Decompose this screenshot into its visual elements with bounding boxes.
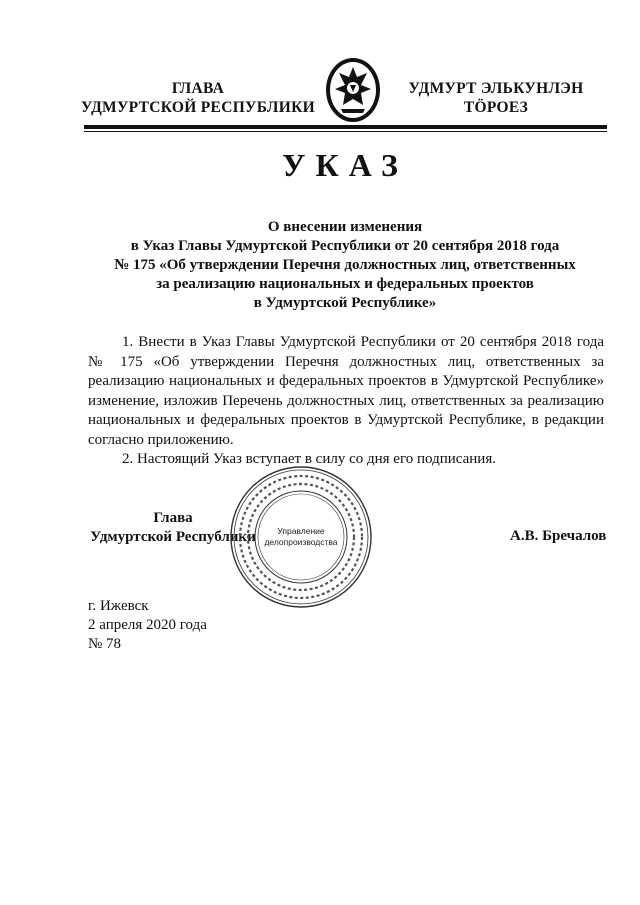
footer-number: № 78: [88, 636, 122, 652]
subject-line-2: в Указ Главы Удмуртской Республики от 20 сентября 2018 года: [130, 238, 560, 254]
signatory-position-line2: Удмуртской Республики: [90, 529, 256, 545]
footer-city: г. Ижевск: [88, 598, 149, 614]
signatory-position-line1: Глава: [153, 510, 193, 526]
header-rule-thin: [84, 131, 607, 132]
subject-line-3: № 175 «Об утверждении Перечня должностных лиц, ответственных: [114, 257, 576, 273]
body-item-2: 2. Настоящий Указ вступает в силу со дня его подписания.: [122, 451, 496, 467]
document-body: [88, 333, 604, 470]
header-right-line1: УДМУРТ ЭЛЬКУНЛЭН: [408, 80, 584, 97]
body-item-1: 1. Внести в Указ Главы Удмуртской Республики от 20 сентября 2018 года № 175 «Об утверждении Перечня должностных лиц, ответственных за реализацию национальных и федеральных проектов в Удмуртской Республике» изменение, изложив Перечень должностных лиц, ответственных за реализацию национальных и федеральных проектов в Удмуртской Республике, в редакции согласно приложению.: [88, 334, 604, 448]
document-title: УКАЗ: [282, 147, 408, 183]
stamp-line-1: Управление: [277, 526, 325, 536]
official-stamp: [228, 464, 374, 610]
header-left-line1: ГЛАВА: [171, 80, 225, 97]
header-left-line2: УДМУРТСКОЙ РЕСПУБЛИКИ: [80, 99, 315, 116]
document-footer: [88, 597, 207, 654]
header-right-line2: ТÖРОЕЗ: [463, 99, 529, 116]
header-right-title: [396, 79, 596, 117]
subject-line-5: в Удмуртской Республике»: [253, 295, 437, 311]
subject-line-1: О внесении изменения: [267, 219, 423, 235]
footer-date: 2 апреля 2020 года: [88, 617, 207, 633]
signatory-name: А.В. Бречалов: [510, 528, 607, 544]
header-rule-thick: [84, 125, 607, 129]
subject-line-4: за реализацию национальных и федеральных проектов: [156, 276, 534, 292]
document-subject: [100, 218, 590, 313]
udmurtia-coat-of-arms-icon: [323, 55, 383, 125]
stamp-line-2: делопроизводства: [264, 537, 338, 547]
header-left-title: [78, 79, 318, 117]
